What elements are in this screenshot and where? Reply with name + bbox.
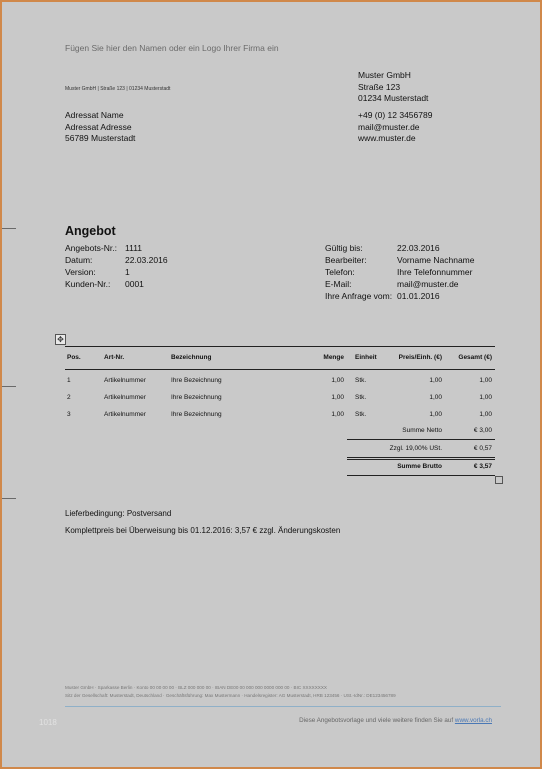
- table-move-handle-icon[interactable]: ✥: [55, 334, 66, 345]
- footer-company-line: Sitz der Gesellschaft: Musterstadt, Deutschland · Geschäftsführung: Max Mustermann · Handelsregister: AG Musterstadt, HRB 123456 · USt.-IdNr.: DE123456789: [65, 693, 396, 698]
- footer-note: [299, 717, 492, 724]
- company-name: Muster GmbH: [358, 70, 411, 80]
- company-contact: [358, 110, 432, 145]
- cell-art-nr: Artikelnummer: [104, 411, 146, 418]
- meta-value: 1111: [125, 243, 143, 253]
- cell-pos: 1: [67, 377, 71, 384]
- company-block: [358, 70, 428, 105]
- col-header-art-nr: Art-Nr.: [104, 354, 125, 361]
- col-header-menge: Menge: [323, 354, 344, 361]
- meta-label: Telefon:: [325, 267, 355, 277]
- company-phone: +49 (0) 12 3456789: [358, 110, 433, 120]
- cell-preis: 1,00: [429, 394, 442, 401]
- cell-menge: 1,00: [331, 411, 344, 418]
- summe-netto-value: € 3,00: [473, 427, 492, 434]
- meta-value: Ihre Telefonnummer: [397, 267, 473, 277]
- col-header-preis: Preis/Einh. (€): [398, 354, 442, 361]
- meta-value: 0001: [125, 279, 144, 289]
- cell-preis: 1,00: [429, 411, 442, 418]
- sum-divider: [347, 439, 495, 440]
- meta-row: [65, 278, 168, 290]
- recipient-city: 56789 Musterstadt: [65, 133, 136, 143]
- meta-row: [65, 254, 168, 266]
- cell-pos: 2: [67, 394, 71, 401]
- meta-row: [325, 278, 475, 290]
- meta-value: mail@muster.de: [397, 279, 459, 289]
- meta-value: Vorname Nachname: [397, 255, 475, 265]
- cell-einheit: Stk.: [355, 394, 367, 401]
- cell-art-nr: Artikelnummer: [104, 394, 146, 401]
- meta-label: Ihre Anfrage vom:: [325, 291, 393, 301]
- cell-gesamt: 1,00: [479, 377, 492, 384]
- page-watermark: 1018: [39, 718, 57, 727]
- punch-mark: [2, 386, 16, 387]
- cell-bezeichnung: Ihre Bezeichnung: [171, 377, 222, 384]
- meta-label: Gültig bis:: [325, 243, 363, 253]
- recipient-name: Adressat Name: [65, 110, 124, 120]
- sum-divider: [347, 459, 495, 460]
- meta-value: 1: [125, 267, 130, 277]
- summe-netto-label: Summe Netto: [402, 427, 442, 434]
- table-header-border: [65, 369, 495, 370]
- footer-bank-line: Muster GmbH · Sparkasse Berlin · Konto 00 00 00 00 · BLZ 000 000 00 · IBAN DE00 00 000 000 0000 000 00 · BIC XXXXXXXX: [65, 685, 327, 690]
- meta-label: E-Mail:: [325, 279, 352, 289]
- offer-meta-left: [65, 242, 168, 290]
- col-header-gesamt: Gesamt (€): [458, 354, 492, 361]
- table-top-border: [65, 346, 495, 347]
- logo-placeholder[interactable]: Fügen Sie hier den Namen oder ein Logo Ihrer Firma ein: [65, 43, 279, 53]
- company-email: mail@muster.de: [358, 121, 420, 132]
- cell-menge: 1,00: [331, 394, 344, 401]
- cell-einheit: Stk.: [355, 377, 367, 384]
- footer-note-text: Diese Angebotsvorlage und viele weitere finden Sie auf: [299, 717, 455, 724]
- offer-meta-right: [325, 242, 475, 302]
- table-resize-handle[interactable]: [495, 476, 503, 484]
- sum-divider: [347, 475, 495, 476]
- cell-menge: 1,00: [331, 377, 344, 384]
- brutto-label: Summe Brutto: [397, 463, 442, 470]
- meta-row: [325, 254, 475, 266]
- meta-row: [65, 266, 168, 278]
- cell-bezeichnung: Ihre Bezeichnung: [171, 411, 222, 418]
- meta-row: [325, 266, 475, 278]
- payment-terms: Komplettpreis bei Überweisung bis 01.12.2016: 3,57 € zzgl. Änderungskosten: [65, 526, 341, 535]
- cell-pos: 3: [67, 411, 71, 418]
- col-header-pos: Pos.: [67, 354, 81, 361]
- footer-link[interactable]: www.vorla.ch: [454, 717, 492, 724]
- company-street: Straße 123: [358, 81, 401, 92]
- ust-label: Zzgl. 19,00% USt.: [389, 445, 442, 452]
- meta-label: Kunden-Nr.:: [65, 279, 111, 289]
- cell-art-nr: Artikelnummer: [104, 377, 146, 384]
- meta-row: [65, 242, 168, 254]
- cell-preis: 1,00: [429, 377, 442, 384]
- meta-value: 01.01.2016: [397, 291, 440, 301]
- col-header-einheit: Einheit: [355, 354, 377, 361]
- delivery-terms: Lieferbedingung: Postversand: [65, 509, 172, 518]
- cell-bezeichnung: Ihre Bezeichnung: [171, 394, 222, 401]
- meta-label: Version:: [65, 267, 96, 277]
- company-web: www.muster.de: [358, 133, 416, 143]
- fold-mark-top: [2, 228, 16, 229]
- fold-mark-bottom: [2, 498, 16, 499]
- brutto-value: € 3,57: [473, 463, 492, 470]
- meta-label: Datum:: [65, 255, 93, 265]
- sum-divider: [347, 457, 495, 458]
- company-city: 01234 Musterstadt: [358, 93, 429, 103]
- meta-label: Bearbeiter:: [325, 255, 367, 265]
- sender-return-line: Muster GmbH | Straße 123 | 01234 Musterstadt: [65, 86, 171, 92]
- document-title: Angebot: [65, 224, 116, 238]
- meta-value: 22.03.2016: [125, 255, 168, 265]
- ust-value: € 0,57: [473, 445, 492, 452]
- recipient-street: Adressat Adresse: [65, 121, 132, 132]
- footer-divider: [65, 706, 501, 707]
- recipient-address: [65, 110, 135, 145]
- meta-label: Angebots-Nr.:: [65, 243, 117, 253]
- col-header-bezeichnung: Bezeichnung: [171, 354, 212, 361]
- meta-row: [325, 290, 475, 302]
- cell-gesamt: 1,00: [479, 394, 492, 401]
- cell-gesamt: 1,00: [479, 411, 492, 418]
- meta-value: 22.03.2016: [397, 243, 440, 253]
- cell-einheit: Stk.: [355, 411, 367, 418]
- meta-row: [325, 242, 475, 254]
